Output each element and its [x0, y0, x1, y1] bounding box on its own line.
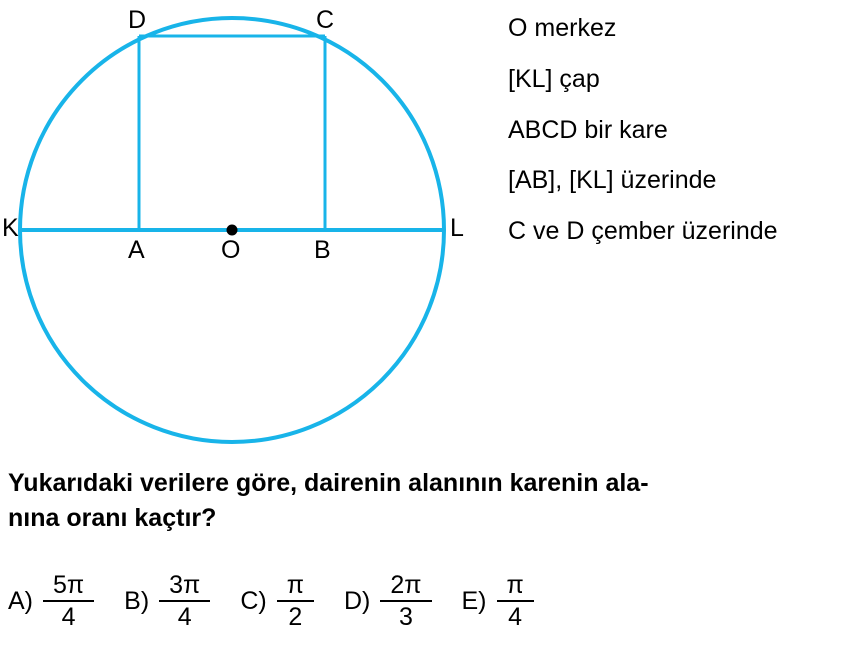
choice-a-letter: A) [8, 586, 33, 615]
choice-c-denominator: 2 [288, 603, 303, 632]
given-line-5: C ve D çember üzerinde [508, 217, 778, 245]
choice-a-numerator: 5π [53, 571, 85, 599]
choice-a[interactable] [8, 572, 94, 631]
label-O: O [221, 236, 241, 264]
label-A: A [128, 236, 145, 264]
given-line-1: O merkez [508, 14, 617, 42]
choice-d-fraction [380, 572, 431, 631]
center-point-dot [227, 225, 238, 236]
choice-c[interactable] [240, 572, 314, 631]
choice-d-denominator: 3 [398, 603, 413, 632]
choice-e-numerator: π [506, 571, 524, 599]
given-conditions [508, 14, 844, 268]
given-line-2: [KL] çap [508, 64, 600, 93]
choice-d[interactable] [344, 572, 432, 631]
choice-b-numerator: 3π [169, 571, 201, 599]
answer-choices [8, 572, 836, 631]
choice-c-letter: C) [240, 586, 267, 615]
choice-e-fraction [497, 572, 534, 631]
choice-e[interactable] [462, 572, 534, 631]
label-D: D [128, 6, 147, 34]
given-line-3: ABCD bir kare [508, 115, 668, 144]
choice-d-letter: D) [343, 586, 371, 615]
given-line-4: [AB], [KL] üzerinde [508, 166, 717, 195]
choice-e-letter: E) [461, 586, 487, 615]
choice-b[interactable] [124, 572, 210, 631]
choice-b-denominator: 4 [177, 603, 192, 632]
choice-e-denominator: 4 [508, 603, 523, 632]
question-line-2: nına oranı kaçtır? [8, 503, 217, 532]
label-K: K [2, 214, 19, 242]
choice-b-fraction [159, 572, 210, 631]
geometry-figure [0, 0, 500, 450]
question-text [8, 466, 836, 535]
choice-a-fraction [43, 572, 94, 631]
question-line-1: Yukarıdaki verilere göre, dairenin alanının karenin ala- [8, 469, 649, 497]
figure-svg [0, 0, 500, 450]
choice-c-numerator: π [286, 571, 304, 599]
label-B: B [314, 236, 331, 264]
choice-a-denominator: 4 [61, 603, 76, 632]
choice-d-numerator: 2π [390, 571, 422, 599]
choice-c-fraction [277, 572, 314, 631]
choice-b-letter: B) [124, 586, 150, 615]
label-L: L [450, 214, 464, 242]
label-C: C [316, 6, 335, 34]
